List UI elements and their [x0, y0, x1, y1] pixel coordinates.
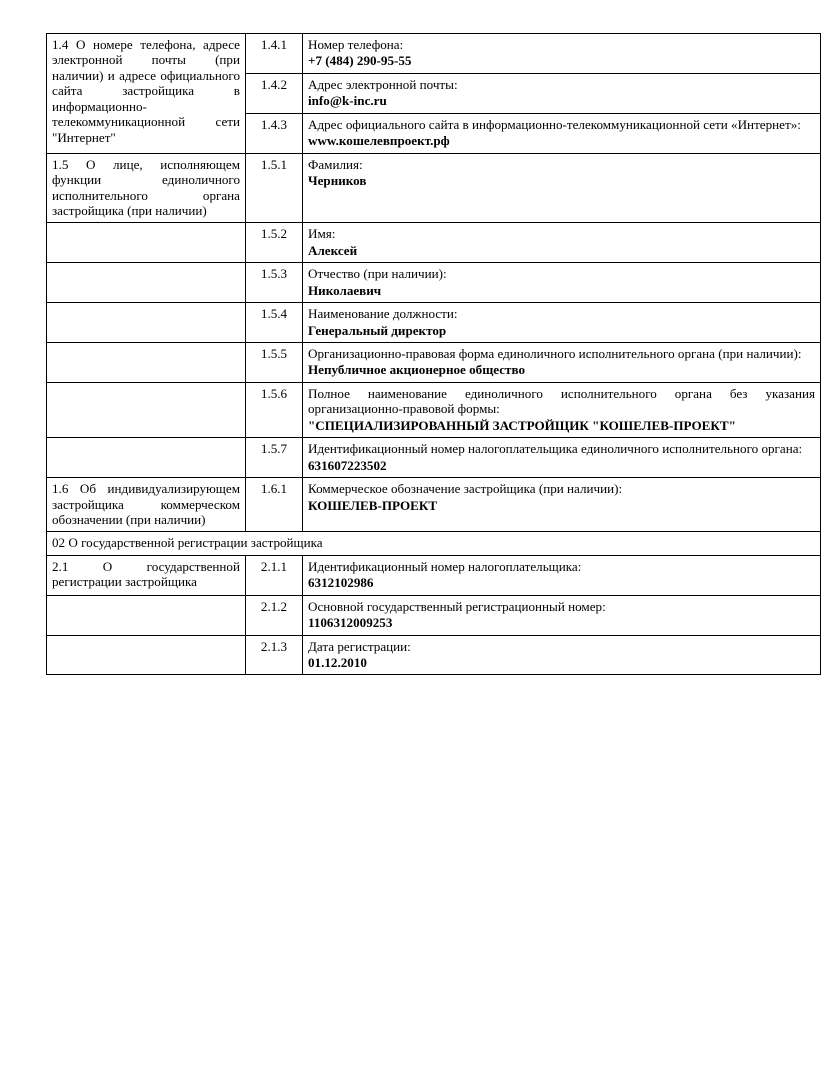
row-value-cell	[303, 438, 821, 478]
value-caption: Полное наименование единоличного исполнительного органа без указания организационно-правовой формы:	[308, 385, 815, 417]
value-caption: Адрес официального сайта в информационно-телекоммуникационной сети «Интернет»:	[308, 116, 801, 132]
row-number: 2.1.1	[246, 555, 303, 595]
row-label-cell	[47, 34, 246, 154]
table-row	[47, 438, 821, 478]
section-heading-row	[47, 532, 821, 555]
row-label-cell	[47, 263, 246, 303]
row-label-cell	[47, 595, 246, 635]
row-value-cell	[303, 635, 821, 675]
value-text: Николаевич	[308, 282, 382, 298]
value-caption: Коммерческое обозначение застройщика (при наличии):	[308, 481, 623, 497]
value-text: Генеральный директор	[308, 322, 447, 338]
row-label-cell	[47, 153, 246, 223]
row-number: 1.4.2	[246, 73, 303, 113]
table-row	[47, 555, 821, 595]
table-row	[47, 478, 821, 532]
row-value-cell	[303, 382, 821, 437]
row-value-cell	[303, 34, 821, 74]
row-label: 1.4 О номере телефона, адресе электронной почты (при наличии) и адресе официального сайта застройщика в информационно-телекоммуникационной сети "Интернет"	[52, 37, 240, 145]
value-text: Непубличное акционерное общество	[308, 362, 526, 378]
row-value-cell	[303, 153, 821, 223]
row-label-cell	[47, 555, 246, 595]
row-label-cell	[47, 635, 246, 675]
table-row	[47, 263, 821, 303]
value-text: Черников	[308, 173, 367, 189]
table-row	[47, 303, 821, 343]
value-text: +7 (484) 290-95-55	[308, 53, 412, 69]
value-text: 6312102986	[308, 575, 374, 591]
value-text: Алексей	[308, 242, 358, 258]
table-row	[47, 382, 821, 437]
row-number: 1.5.4	[246, 303, 303, 343]
table-row	[47, 635, 821, 675]
value-caption: Фамилия:	[308, 156, 363, 172]
row-number: 1.4.1	[246, 34, 303, 74]
row-label-cell	[47, 223, 246, 263]
value-text: "СПЕЦИАЛИЗИРОВАННЫЙ ЗАСТРОЙЩИК "КОШЕЛЕВ-ПРОЕКТ"	[308, 417, 736, 433]
table-row	[47, 343, 821, 383]
row-label: 2.1 О государственной регистрации застройщика	[52, 558, 240, 590]
row-label: 1.5 О лице, исполняющем функции единоличного исполнительного органа застройщика (при наличии)	[52, 156, 240, 218]
row-number: 1.5.5	[246, 343, 303, 383]
value-text: info@k-inc.ru	[308, 93, 387, 109]
row-number: 1.5.7	[246, 438, 303, 478]
row-label-cell	[47, 382, 246, 437]
value-text: 1106312009253	[308, 615, 393, 631]
row-label-cell	[47, 343, 246, 383]
value-caption: Идентификационный номер налогоплательщика:	[308, 558, 582, 574]
value-caption: Основной государственный регистрационный номер:	[308, 598, 606, 614]
table-row	[47, 34, 821, 74]
value-caption: Наименование должности:	[308, 306, 458, 322]
developer-info-table	[46, 33, 821, 675]
value-caption: Дата регистрации:	[308, 638, 411, 654]
row-label: 1.6 Об индивидуализирующем застройщика коммерческом обозначении (при наличии)	[52, 481, 240, 527]
value-text: КОШЕЛЕВ-ПРОЕКТ	[308, 497, 438, 513]
row-value-cell	[303, 343, 821, 383]
row-number: 1.4.3	[246, 113, 303, 153]
row-value-cell	[303, 303, 821, 343]
table-row	[47, 223, 821, 263]
row-label-cell	[47, 478, 246, 532]
row-value-cell	[303, 263, 821, 303]
value-caption: Номер телефона:	[308, 37, 404, 52]
row-number: 1.5.2	[246, 223, 303, 263]
row-number: 1.5.6	[246, 382, 303, 437]
row-number: 2.1.3	[246, 635, 303, 675]
value-caption: Отчество (при наличии):	[308, 266, 447, 282]
row-number: 1.5.1	[246, 153, 303, 223]
row-value-cell	[303, 555, 821, 595]
row-value-cell	[303, 595, 821, 635]
row-value-cell	[303, 113, 821, 153]
table-row	[47, 153, 821, 223]
value-caption: Организационно-правовая форма единоличного исполнительного органа (при наличии):	[308, 346, 802, 361]
row-value-cell	[303, 478, 821, 532]
value-caption: Имя:	[308, 226, 336, 242]
row-number: 1.6.1	[246, 478, 303, 532]
section-heading: 02 О государственной регистрации застройщика	[47, 532, 821, 555]
row-number: 1.5.3	[246, 263, 303, 303]
row-value-cell	[303, 73, 821, 113]
value-text: 631607223502	[308, 457, 387, 473]
value-caption: Адрес электронной почты:	[308, 76, 458, 92]
row-label-cell	[47, 438, 246, 478]
value-text: www.кошелевпроект.рф	[308, 133, 450, 149]
row-number: 2.1.2	[246, 595, 303, 635]
row-label-cell	[47, 303, 246, 343]
row-value-cell	[303, 223, 821, 263]
value-caption: Идентификационный номер налогоплательщика единоличного исполнительного органа:	[308, 441, 803, 457]
value-text: 01.12.2010	[308, 655, 367, 670]
table-row	[47, 595, 821, 635]
